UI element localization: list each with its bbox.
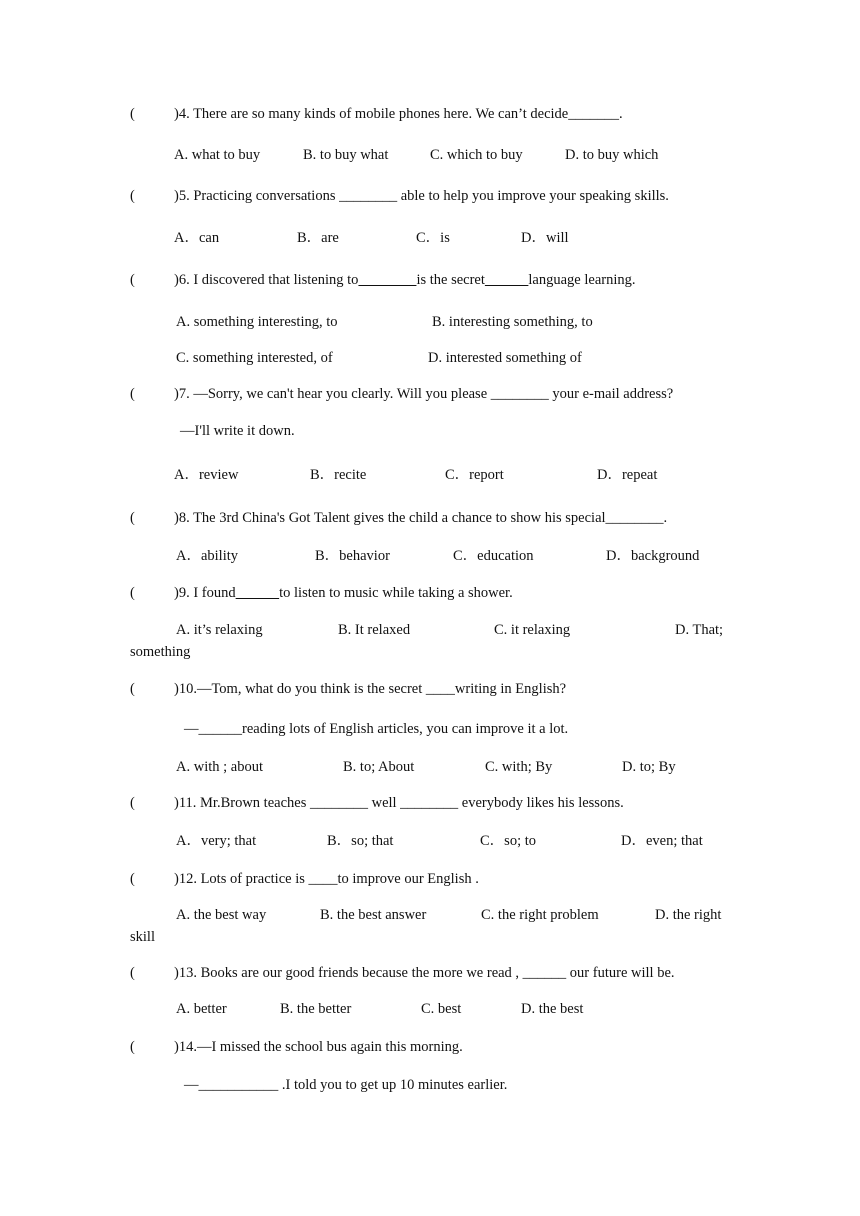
answer-paren: ( <box>130 871 135 887</box>
question-text: )14.—I missed the school bus again this morning. <box>174 1039 463 1055</box>
option-b: B．behavior <box>315 548 390 564</box>
option-a: A. with ; about <box>176 759 263 775</box>
option-d: D. That; <box>675 622 724 638</box>
option-b: B．recite <box>310 467 367 483</box>
option-c: C. something interested, of <box>176 350 333 366</box>
question-text-part3: language learning. <box>528 272 636 288</box>
answer-paren: ( <box>130 965 135 981</box>
option-a: A. better <box>176 1001 227 1017</box>
dialogue-reply: —I'll write it down. <box>180 423 295 439</box>
option-c: C．report <box>445 467 504 483</box>
answer-paren: ( <box>130 1039 135 1055</box>
option-b: B. the better <box>280 1001 352 1017</box>
option-b: B. interesting something, to <box>432 314 593 330</box>
question-6 <box>130 270 635 292</box>
option-d: D. the right <box>655 907 722 923</box>
option-d: D. to buy which <box>565 147 659 163</box>
option-a: A．review <box>174 467 239 483</box>
option-a: A. it’s relaxing <box>176 622 263 638</box>
option-d: D．repeat <box>597 467 658 483</box>
question-5 <box>130 186 669 208</box>
option-a: A. the best way <box>176 907 267 923</box>
blank <box>485 272 529 288</box>
dialogue-reply: —______reading lots of English articles, you can improve it a lot. <box>184 721 569 737</box>
question-8 <box>130 508 667 530</box>
option-c: C. the right problem <box>481 907 599 923</box>
question-text: )8. The 3rd China's Got Talent gives the child a chance to show his special________. <box>174 510 668 526</box>
answer-paren: ( <box>130 272 135 288</box>
option-c: C．education <box>453 548 534 564</box>
option-d: D．even; that <box>621 833 703 849</box>
question-text-part1: )9. I found <box>174 585 236 601</box>
option-d: D．background <box>606 548 700 564</box>
question-text: )7. —Sorry, we can't hear you clearly. Will you please ________ your e-mail address? <box>174 386 674 402</box>
question-13 <box>130 963 675 985</box>
question-text: )10.—Tom, what do you think is the secret ____writing in English? <box>174 681 567 697</box>
question-10 <box>130 679 566 701</box>
answer-paren: ( <box>130 386 135 402</box>
question-text-part2: is the secret <box>416 272 485 288</box>
question-text: )11. Mr.Brown teaches ________ well ________ everybody likes his lessons. <box>174 795 624 811</box>
question-7 <box>130 384 673 406</box>
question-text: )4. There are so many kinds of mobile phones here. We can’t decide_______. <box>174 106 623 122</box>
option-b: B. to buy what <box>303 147 389 163</box>
option-a: A．ability <box>176 548 239 564</box>
answer-paren: ( <box>130 106 135 122</box>
option-c: C. with; By <box>485 759 553 775</box>
blank <box>358 272 416 288</box>
option-b: B．so; that <box>327 833 394 849</box>
question-9 <box>130 583 513 605</box>
question-4 <box>130 104 623 126</box>
option-d-continued: something <box>130 644 191 660</box>
option-a: A. something interesting, to <box>176 314 338 330</box>
blank <box>236 585 280 601</box>
answer-paren: ( <box>130 585 135 601</box>
option-b: B. the best answer <box>320 907 427 923</box>
answer-paren: ( <box>130 681 135 697</box>
question-text: )13. Books are our good friends because the more we read , ______ our future will be. <box>174 965 675 981</box>
option-a: A．very; that <box>176 833 257 849</box>
option-a: A. what to buy <box>174 147 261 163</box>
question-text: )5. Practicing conversations ________ able to help you improve your speaking skills. <box>174 188 669 204</box>
option-c: C．is <box>416 230 450 246</box>
question-text-part1: )6. I discovered that listening to <box>174 272 359 288</box>
option-d: D. the best <box>521 1001 584 1017</box>
option-c: C. which to buy <box>430 147 523 163</box>
dialogue-reply: —___________ .I told you to get up 10 minutes earlier. <box>184 1077 508 1093</box>
option-a: A．can <box>174 230 220 246</box>
question-11 <box>130 793 624 815</box>
answer-paren: ( <box>130 510 135 526</box>
answer-paren: ( <box>130 795 135 811</box>
question-12 <box>130 869 479 891</box>
answer-paren: ( <box>130 188 135 204</box>
question-text-part2: to listen to music while taking a shower. <box>279 585 513 601</box>
option-b: B．are <box>297 230 339 246</box>
option-d-continued: skill <box>130 929 155 945</box>
option-d: D. to; By <box>622 759 676 775</box>
question-14 <box>130 1037 463 1059</box>
option-c: C. it relaxing <box>494 622 571 638</box>
question-text: )12. Lots of practice is ____to improve our English . <box>174 871 479 887</box>
option-b: B. It relaxed <box>338 622 411 638</box>
option-d: D. interested something of <box>428 350 582 366</box>
option-b: B. to; About <box>343 759 415 775</box>
option-c: C. best <box>421 1001 462 1017</box>
option-c: C．so; to <box>480 833 536 849</box>
option-d: D．will <box>521 230 569 246</box>
